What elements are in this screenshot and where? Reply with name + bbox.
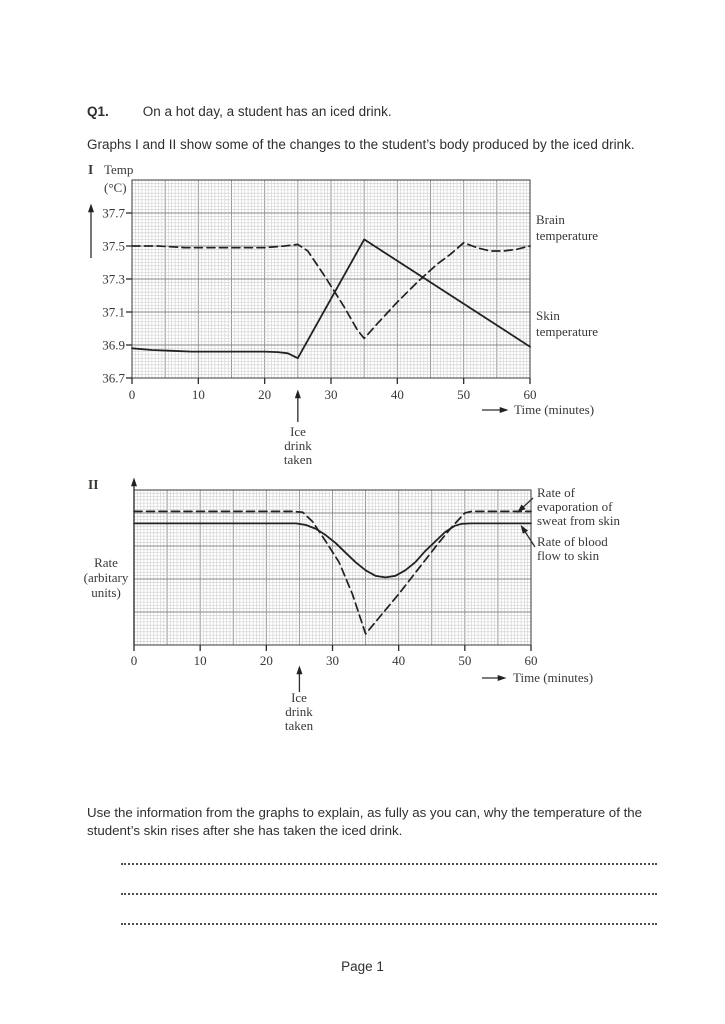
- blood-flow-label: Rate of blood: [537, 534, 608, 549]
- graph2-x-axis-title: Time (minutes): [513, 670, 594, 685]
- graph-1-temperature-chart: [80, 160, 725, 470]
- graph2-y-axis-title: units): [91, 585, 121, 600]
- x-tick-label: 30: [324, 387, 338, 402]
- y-tick-label: 36.7: [102, 370, 125, 386]
- sweat-evaporation-label: Rate of: [537, 485, 575, 500]
- x-tick-label: 10: [191, 387, 205, 402]
- graph2-grid: [134, 490, 531, 645]
- y-tick-label: 37.5: [102, 238, 125, 254]
- y-tick-label: 36.9: [102, 337, 125, 353]
- graph2-y-axis-title: (arbitary: [83, 570, 129, 585]
- answer-line: [121, 893, 657, 895]
- intro-text: Graphs I and II show some of the changes to the student’s body produced by the iced drink.: [87, 137, 635, 152]
- time-axis-arrow-head: [500, 407, 509, 413]
- ice-drink-annotation: Ice: [291, 690, 307, 705]
- question-text: On a hot day, a student has an iced drink.: [142, 104, 392, 119]
- graph1-y-axis-title: Temp: [104, 162, 134, 177]
- ice-drink-annotation: drink: [285, 704, 313, 719]
- sweat-evaporation-label: sweat from skin: [537, 513, 621, 528]
- x-tick-label: 50: [458, 653, 472, 668]
- skin-temperature-label: Skin: [536, 308, 560, 323]
- answer-line: [121, 923, 657, 925]
- ice-drink-annotation: Ice: [290, 424, 306, 439]
- y-tick-label: 37.1: [102, 304, 125, 320]
- ice-drink-annotation: taken: [283, 452, 313, 467]
- ice-drink-annotation: drink: [284, 438, 312, 453]
- skin-temperature-label: temperature: [536, 324, 599, 339]
- brain-temperature-label: temperature: [536, 228, 599, 243]
- graph-2-rate-chart: [70, 470, 725, 745]
- blood-flow-label: flow to skin: [537, 548, 600, 563]
- ice-drink-arrow-head: [295, 390, 301, 399]
- x-tick-label: 10: [193, 653, 207, 668]
- y-axis-direction-arrow-head: [88, 204, 94, 213]
- page-footer: Page 1: [341, 959, 384, 974]
- graph1-numeral: I: [88, 162, 94, 177]
- question-prompt-line: Use the information from the graphs to explain, as fully as you can, why the temperature of the: [87, 805, 643, 820]
- x-tick-label: 0: [130, 653, 138, 668]
- x-tick-label: 40: [390, 387, 404, 402]
- x-tick-label: 40: [392, 653, 406, 668]
- question-prompt: [87, 804, 642, 840]
- brain-temperature-label: Brain: [536, 212, 565, 227]
- y-axis-arrow-head: [131, 478, 137, 487]
- graph1-x-axis-title: Time (minutes): [514, 402, 595, 417]
- graph2-y-axis-title: Rate: [94, 555, 118, 570]
- ice-drink-arrow-head: [296, 666, 302, 675]
- x-tick-label: 50: [457, 387, 471, 402]
- graph1-grid: [132, 180, 530, 378]
- question-prompt-line: student’s skin rises after she has taken the iced drink.: [87, 823, 403, 838]
- time-axis-arrow-head: [498, 675, 507, 681]
- x-tick-label: 30: [326, 653, 339, 668]
- question-number: Q1.: [87, 104, 109, 119]
- x-tick-label: 60: [524, 653, 538, 668]
- y-tick-label: 37.3: [102, 271, 125, 287]
- sweat-evaporation-label: evaporation of: [537, 499, 613, 514]
- answer-line: [121, 863, 657, 865]
- ice-drink-annotation: taken: [284, 718, 314, 733]
- x-tick-label: 20: [259, 653, 273, 668]
- x-tick-label: 0: [128, 387, 136, 402]
- graph2-numeral: II: [88, 477, 99, 492]
- graph1-y-axis-unit: (°C): [104, 180, 127, 195]
- x-tick-label: 20: [258, 387, 272, 402]
- y-tick-label: 37.7: [102, 205, 125, 221]
- question-row: [87, 104, 392, 119]
- x-tick-label: 60: [523, 387, 537, 402]
